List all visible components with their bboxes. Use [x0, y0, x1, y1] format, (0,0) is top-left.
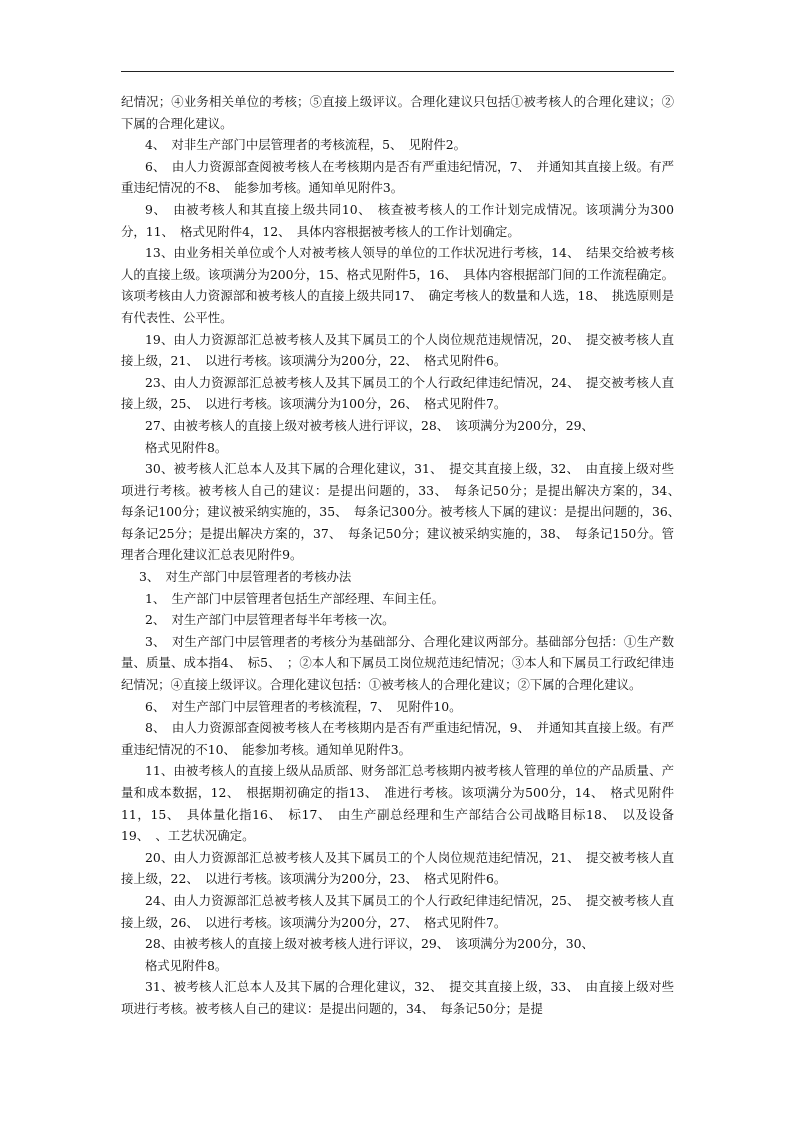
paragraph: 4、 对非生产部门中层管理者的考核流程，5、 见附件2。: [145, 137, 467, 153]
paragraph: 30、被考核人汇总本人及其下属的合理化建议，31、 提交其直接上级，32、 由直接上级对些项进行考核。被考核人自己的建议：是提出问题的，33、 每条记50分；是提出解决方案的，34、 每条记100分；建议被采纳实施的，35、 每条记300分。被考核人下属的建议：是提出问题的，36、 每条记25分；是提出解决方案的，37、 每条记50分；建议被采纳实施的，38、 每条记150分。管理者合理化建议汇总表见附件9。: [121, 461, 687, 563]
paragraph: 23、由人力资源部汇总被考核人及其下属员工的个人行政纪律违纪情况，24、 提交被考核人直接上级，25、 以进行考核。该项满分为100分，26、 格式见附件7。: [121, 374, 674, 412]
paragraph: 2、 对生产部门中层管理者每半年考核一次。: [145, 612, 395, 628]
paragraph: 28、由被考核人的直接上级对被考核人进行评议，29、 该项满分为200分，30、: [145, 936, 594, 952]
paragraph: 3、 对生产部门中层管理者的考核分为基础部分、合理化建议两部分。基础部分包括：①生产数量、质量、成本指4、 标5、 ；②本人和下属员工岗位规范违纪情况；③本人和下属员工行政纪律违纪情况；④直接上级评议。合理化建议包括：①被考核人的合理化建议；②下属的合理化建议。: [121, 633, 674, 693]
paragraph: 格式见附件8。: [145, 957, 228, 973]
paragraph: 20、由人力资源部汇总被考核人及其下属员工的个人岗位规范违纪情况，21、 提交被考核人直接上级，22、 以进行考核。该项满分为200分，23、 格式见附件6。: [121, 849, 674, 887]
header-rule: [121, 71, 674, 72]
paragraph: 6、 由人力资源部查阅被考核人在考核期内是否有严重违纪情况，7、 并通知其直接上级。有严重违纪情况的不8、 能参加考核。通知单见附件3。: [121, 158, 674, 196]
paragraph: 24、由人力资源部汇总被考核人及其下属员工的个人行政纪律违纪情况，25、 提交被考核人直接上级，26、 以进行考核。该项满分为200分，27、 格式见附件7。: [121, 892, 674, 930]
paragraph: 8、 由人力资源部查阅被考核人在考核期内是否有严重违纪情况，9、 并通知其直接上级。有严重违纪情况的不10、 能参加考核。通知单见附件3。: [121, 720, 674, 757]
paragraph: 1、 生产部门中层管理者包括生产部经理、车间主任。: [145, 590, 445, 606]
paragraph: 6、 对生产部门中层管理者的考核流程，7、 见附件10。: [145, 698, 462, 714]
document-body: [121, 91, 687, 1020]
paragraph: 19、由人力资源部汇总被考核人及其下属员工的个人岗位规范违规情况，20、 提交被考核人直接上级，21、 以进行考核。该项满分为200分，22、 格式见附件6。: [121, 331, 674, 369]
paragraph: 9、 由被考核人和其直接上级共同10、 核查被考核人的工作计划完成情况。该项满分为300分，11、 格式见附件4，12、 具体内容根据被考核人的工作计划确定。: [121, 201, 674, 239]
paragraph: 27、由被考核人的直接上级对被考核人进行评议，28、 该项满分为200分，29、: [145, 417, 594, 433]
section-heading: 3、 对生产部门中层管理者的考核办法: [139, 569, 352, 585]
paragraph: 11、由被考核人的直接上级从品质部、财务部汇总考核期内被考核人管理的单位的产品质量、产量和成本数据，12、 根据期初确定的指13、 准进行考核。该项满分为500分，14、 格式见附件11，15、 具体量化指16、 标17、 由生产副总经理和生产部结合公司战略目标18、 以及设备19、 、工艺状况确定。: [121, 763, 674, 844]
paragraph: 13、由业务相关单位或个人对被考核人领导的单位的工作状况进行考核，14、 结果交给被考核人的直接上级。该项满分为200分，15、格式见附件5，16、 具体内容根据部门间的工作流程确定。该项考核由人力资源部和被考核人的直接上级共同17、 确定考核人的数量和人选，18、 挑选原则是有代表性、公平性。: [121, 245, 674, 325]
paragraph: 格式见附件8。: [145, 439, 228, 455]
paragraph: 纪情况；④业务相关单位的考核；⑤直接上级评议。合理化建议只包括①被考核人的合理化建议；②下属的合理化建议。: [121, 94, 674, 131]
paragraph: 31、被考核人汇总本人及其下属的合理化建议，32、 提交其直接上级，33、 由直接上级对些项进行考核。被考核人自己的建议：是提出问题的，34、 每条记50分；是提: [121, 979, 674, 1016]
